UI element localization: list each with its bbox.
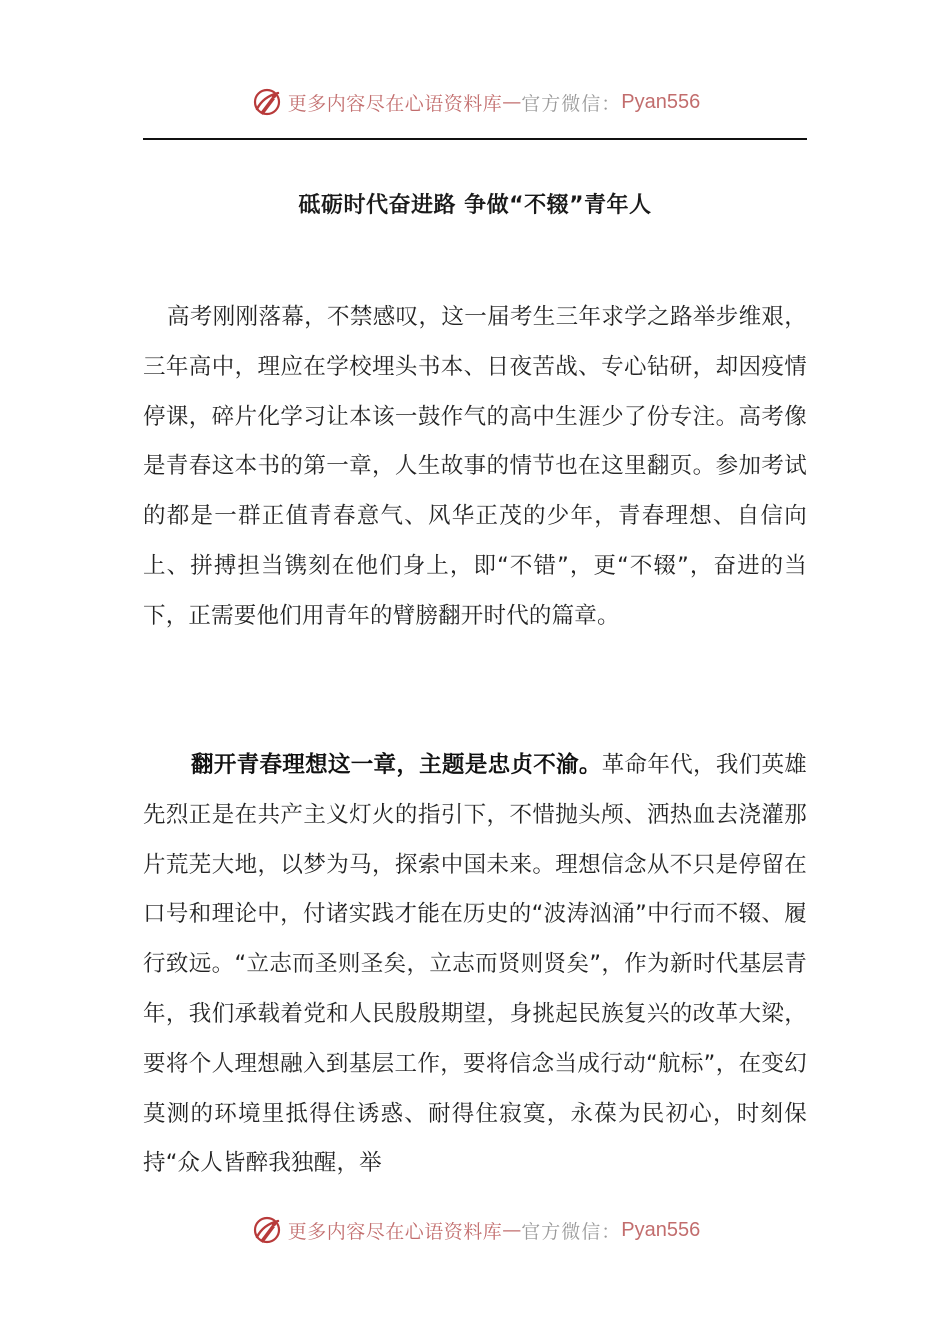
paragraph-1: 高考刚刚落幕，不禁感叹，这一届考生三年求学之路举步维艰，三年高中，理应在学校埋头书本、日夜苦战、专心钻研，却因疫情停课，碎片化学习让本该一鼓作气的高中生涯少了份专注。高考像是青春这本书的第一章，人生故事的情节也在这里翻页。参加考试的都是一群正值青春意气、风华正茂的少年，青春理想、自信向上、拼搏担当镌刻在他们身上，即“不错”，更“不辍”，奋进的当下，正需要他们用青年的臂膀翻开时代的篇章。 (143, 304, 807, 629)
header-banner (0, 82, 950, 122)
pen-swirl-icon (250, 85, 284, 119)
wechat-label: 官方微信： (521, 92, 622, 115)
footer-wechat-label: 官方微信： (521, 1220, 622, 1243)
document-title: 砥砺时代奋进路 争做“不辍”青年人 (298, 193, 652, 218)
banner-separator: — (502, 91, 522, 113)
header-divider (143, 138, 807, 140)
footer-wechat-id: Pyan556 (621, 1218, 701, 1241)
banner-text: 更多内容尽在心语资料库 (287, 92, 503, 115)
paragraph-2-body: 革命年代，我们英雄先烈正是在共产主义灯火的指引下，不惜抛头颅、洒热血去浇灌那片荒芜大地，以梦为马，探索中国未来。理想信念从不只是停留在口号和理论中，付诸实践才能在历史的“波涛汹涌”中行而不辍、履行致远。“立志而圣则圣矣，立志而贤则贤矣”，作为新时代基层青年，我们承载着党和人民殷殷期望，身挑起民族复兴的改革大梁，要将个人理想融入到基层工作，要将信念当成行动“航标”，在变幻莫测的环境里抵得住诱惑、耐得住寂寞，永葆为民初心，时刻保持“众人皆醉我独醒，举 (143, 752, 807, 1177)
paragraph-2 (143, 741, 807, 1189)
pen-swirl-icon (250, 1213, 284, 1247)
footer-banner-separator: — (502, 1219, 522, 1241)
footer-banner-text: 更多内容尽在心语资料库 (287, 1220, 503, 1243)
paragraph-2-lead: 翻开青春理想这一章，主题是忠贞不渝。 (191, 752, 602, 778)
wechat-id: Pyan556 (621, 90, 701, 113)
footer-banner (0, 1210, 950, 1250)
